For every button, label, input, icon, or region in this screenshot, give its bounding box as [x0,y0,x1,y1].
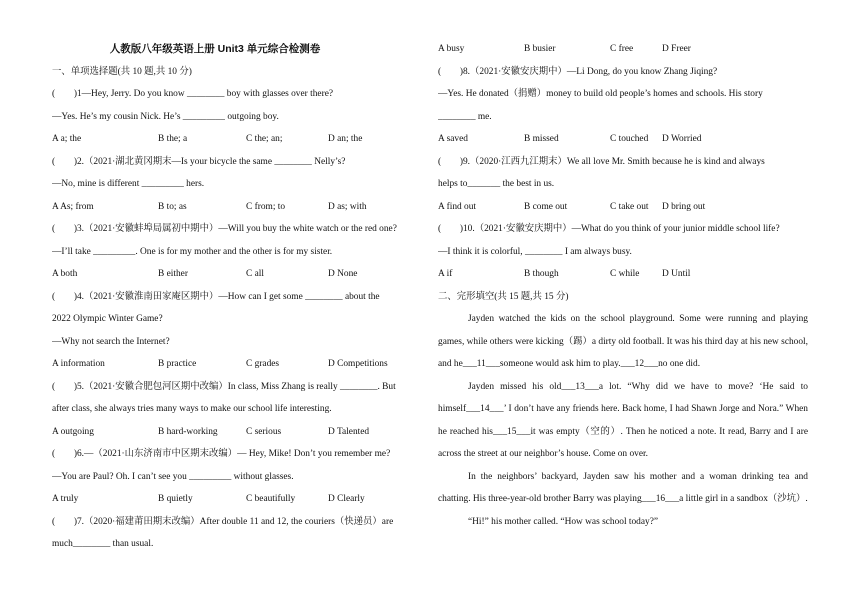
answer-option[interactable]: D Competitions [328,359,388,370]
section-heading-1: 一、单项选择题(共 10 题,共 10 分) [52,66,192,77]
answer-option[interactable]: A busy [438,44,465,55]
answer-option[interactable]: C from; to [246,201,286,212]
answer-option[interactable]: D Talented [328,426,370,437]
answer-option[interactable]: B the; a [158,134,188,145]
answer-options [438,196,808,219]
question-line: ( )6.—（2021·山东济南市中区期末改编）— Hey, Mike! Don’t you remember me? [52,449,391,460]
question-line: helps to_______ the best in us. [438,179,555,190]
answer-option[interactable]: C while [610,269,640,280]
answer-option[interactable]: D as; with [328,201,367,212]
answer-option[interactable]: C all [246,269,264,280]
question-line: ( )7.（2020·福建莆田期末改编）After double 11 and 12, the couriers（快递员）are [52,516,394,527]
right-column [438,38,808,533]
answer-option[interactable]: C take out [610,201,649,212]
answer-options [52,353,422,376]
question-line: ________ me. [438,111,492,122]
answer-option[interactable]: B busier [524,44,556,55]
passage-paragraph: Jayden missed his old___13___a lot. “Why did we have to move? ‘He said to himself___14___’ I don’t have any friends here. Back home, I had Shawn Jorge and Nora.” When he reached his___15___it was empty（空的）. Then he noticed a note. It read, Barry and I are across the street at our neighbor’s house. Come on over. [438,381,808,459]
question-line: —I’ll take _________. One is for my mother and the other is for my sister. [52,246,333,257]
question-line: ( )1—Hey, Jerry. Do you know ________ boy with glasses over there? [52,89,334,100]
answer-option[interactable]: C grades [246,359,280,370]
answer-option[interactable]: B hard-working [158,426,218,437]
answer-options [52,263,422,286]
question-line: ( )4.（2021·安徽淮南田家庵区期中）—How can I get some ________ about the [52,291,380,302]
answer-option[interactable]: B to; as [158,201,187,212]
answer-options [438,128,808,151]
answer-option[interactable]: C beautifully [246,494,296,505]
question-line: —No, mine is different _________ hers. [52,179,205,190]
question-line: —Yes. He donated（捐赠）money to build old people’s homes and schools. His story [438,89,763,100]
answer-option[interactable]: A if [438,269,453,280]
answer-option[interactable]: D bring out [662,201,706,212]
answer-option[interactable]: B quietly [158,494,193,505]
answer-option[interactable]: D Until [662,269,691,280]
question-line: much________ than usual. [52,539,154,550]
question-line: ( )9.（2020·江西九江期末）We all love Mr. Smith because he is kind and always [438,156,765,167]
answer-option[interactable]: C the; an; [246,134,283,145]
answer-option[interactable]: B either [158,269,188,280]
question-line: —Why not search the Internet? [52,336,170,347]
answer-options [52,196,422,219]
answer-option[interactable]: A information [52,359,105,370]
answer-option[interactable]: D Freer [662,44,691,55]
answer-option[interactable]: D Clearly [328,494,365,505]
answer-options [52,421,422,444]
passage-paragraph: Jayden watched the kids on the school playground. Some were running and playing games, while others were kicking（踢）a dirty old football. It was his third day at his new school, and he___11___someone would ask him to play.___12___no one did. [438,314,808,369]
question-line: after class, she always tries many ways to make our school life interesting. [52,404,332,415]
title-spacer [52,38,422,61]
section-heading-2: 二、完形填空(共 15 题,共 15 分) [438,291,569,302]
answer-option[interactable]: A truly [52,494,79,505]
answer-option[interactable]: D an; the [328,134,363,145]
question-line: —You are Paul? Oh. I can’t see you _________ without glasses. [52,471,294,482]
question-line: ( )5.（2021·安徽合肥包河区期中改编）In class, Miss Zhang is really ________. But [52,381,396,392]
page-title: 人教版八年级英语上册 Unit3 单元综合检测卷 [109,43,321,55]
answer-option[interactable]: C free [610,44,634,55]
answer-option[interactable]: B missed [524,134,559,145]
answer-options [438,263,808,286]
answer-option[interactable]: A outgoing [52,426,94,437]
answer-options [52,128,422,151]
question-line: —I think it is colorful, ________ I am always busy. [438,246,632,257]
answer-option[interactable]: A both [52,269,78,280]
question-line: —Yes. He’s my cousin Nick. He’s _________ outgoing boy. [52,111,279,122]
answer-option[interactable]: C serious [246,426,282,437]
passage-paragraph: “Hi!” his mother called. “How was school today?” [468,516,659,527]
answer-option[interactable]: A a; the [52,134,82,145]
answer-option[interactable]: B practice [158,359,197,370]
answer-option[interactable]: A find out [438,201,477,212]
question-line: ( )10.（2021·安徽安庆期中）—What do you think of your junior middle school life? [438,224,780,235]
answer-option[interactable]: B though [524,269,559,280]
answer-option[interactable]: C touched [610,134,649,145]
left-column [52,38,422,556]
question-line: ( )8.（2021·安徽安庆期中）—Li Dong, do you know Zhang Jiqing? [438,66,718,77]
answer-option[interactable]: A saved [438,134,468,145]
question-line: ( )2.（2021·湖北黄冈期末—Is your bicycle the same ________ Nelly’s? [52,156,346,167]
passage-paragraph: In the neighbors’ backyard, Jayden saw his mother and a woman drinking tea and chatting. His three-year-old brother Barry was playing___16___a little girl in a sandbox（沙坑）. [438,471,808,504]
answer-option[interactable]: D None [328,269,358,280]
question-line: ( )3.（2021·安徽蚌埠局属初中期中）—Will you buy the white watch or the red one? [52,224,397,235]
question-list-right [438,38,808,286]
question-line: 2022 Olympic Winter Game? [52,314,163,325]
answer-option[interactable]: D Worried [662,134,702,145]
answer-options [52,488,422,511]
answer-option[interactable]: B come out [524,201,568,212]
answer-option[interactable]: A As; from [52,201,94,212]
cloze-passage [438,308,808,533]
question-list-left [52,83,422,556]
answer-options [438,38,808,61]
